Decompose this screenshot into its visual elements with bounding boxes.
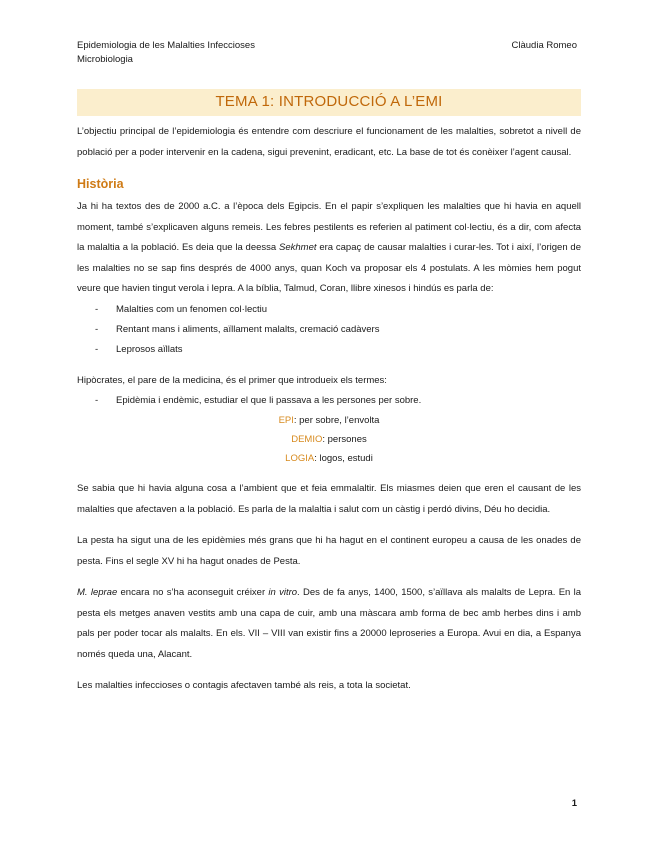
- list-item: [77, 391, 581, 411]
- header-left: [77, 39, 255, 67]
- history-paragraph-2: Hipòcrates, el pare de la medicina, és el primer que introdueix els termes:: [77, 374, 387, 386]
- bullet-list-1: [77, 300, 581, 360]
- history-paragraph-4: La pesta ha sigut una de les epidèmies més grans que hi ha hagut en el continent europeu a causa de les onades de pesta. Fins el segle XV hi ha hagut onades de Pesta.: [77, 535, 581, 567]
- history-paragraph-6: Les malalties infeccioses o contagis afectaven també als reis, a tota la societat.: [77, 680, 411, 691]
- dash-bullet: -: [95, 343, 99, 355]
- history-p5-italic-1: M. leprae: [77, 587, 118, 598]
- term-meaning: : per sobre, l’envolta: [293, 415, 380, 426]
- history-paragraph-3: Se sabia que hi havia alguna cosa a l’ambient que et feia emmalaltir. Els miasmes deien que eren el causant de les malalties que afectaven a la població. Es parla de la malaltia i salut com un càstig i perdó divins, Déu ho decidia.: [77, 483, 581, 515]
- header-author: Clàudia Romeo: [511, 40, 577, 51]
- history-paragraph-1: [77, 197, 581, 300]
- history-paragraph-5: [77, 583, 581, 665]
- page-title: TEMA 1: INTRODUCCIÓ A L’EMI: [215, 93, 443, 110]
- history-p1-text-b: era capaç de causar malalties i curar-les. Tot i així, l’origen de les malalties no se sap fins després de 4000 anys, quan Koch va proposar els 4 postulats. A les mòmies hem pogut veure que havien tingut verola i lepra. A la bíblia, Talmud, Coran, llibre xinesos i hindús es parla de:: [77, 242, 581, 294]
- list-item: [77, 320, 581, 340]
- term-line: [77, 430, 581, 449]
- section-heading-historia: Història: [77, 177, 124, 191]
- term-line: [77, 449, 581, 468]
- list-item: [77, 340, 581, 360]
- term-name: LOGIA: [285, 453, 315, 464]
- document-body: [77, 122, 581, 697]
- header-subject: Microbiologia: [77, 54, 133, 65]
- list-item-text: Leprosos aïllats: [116, 343, 183, 355]
- term-name: DEMIO: [291, 434, 323, 445]
- history-p1-italic: Sekhmet: [279, 242, 317, 253]
- list-item: [77, 300, 581, 320]
- history-p5-text-a: encara no s’ha aconseguit créixer: [117, 587, 269, 598]
- list-item-text: Malalties com un fenomen col·lectiu: [116, 303, 268, 315]
- title-banner: [77, 89, 581, 116]
- history-p1-text-a: Ja hi ha textos des de 2000 a.C. a l’època dels Egipcis. En el papir s’expliquen les malalties que hi havia en aquell moment, també s’explicaven alguns remeis. Les febres pestilents es referien al patiment col·lectiu, és a dir, com afecta la malaltia a la població. Es deia que la deessa: [77, 201, 581, 253]
- bullet-list-2: [77, 391, 581, 411]
- intro-paragraph: L’objectiu principal de l’epidemiologia és entendre com descriure el funcionament de les malalties, sobretot a nivell de població per a poder intervenir en la cadena, sigui prevenint, eradicant, etc. La base de tot és conèixer l’agent causal.: [77, 126, 581, 158]
- page-number: 1: [571, 798, 577, 809]
- term-meaning: : persones: [322, 434, 367, 445]
- history-p5-italic-2: in vitro: [268, 587, 298, 598]
- term-meaning: : logos, estudi: [314, 453, 373, 464]
- history-p5-text-b: . Des de fa anys, 1400, 1500, s’aïllava als malalts de Lepra. En la pesta els metges anaven vestits amb una capa de cuir, amb una màscara amb forma de bec amb herbes dins i amb pals per poder tocar als malalts. En els. VII – VIII van existir fins a 20000 leproseries a Europa. Avui en dia, a Espanya només queda una, Alacant.: [77, 587, 581, 660]
- list-item-text: Epidèmia i endèmic, estudiar el que li passava a les persones per sobre.: [116, 395, 422, 406]
- dash-bullet: -: [95, 323, 99, 335]
- header-course: Epidemiologia de les Malalties Infeccioses: [77, 40, 255, 51]
- term-name: EPI: [278, 415, 294, 426]
- list-item-text: Rentant mans i aliments, aïllament malalts, cremació cadàvers: [116, 323, 380, 335]
- term-line: [77, 411, 581, 430]
- dash-bullet: -: [95, 303, 99, 315]
- dash-bullet: -: [95, 395, 99, 406]
